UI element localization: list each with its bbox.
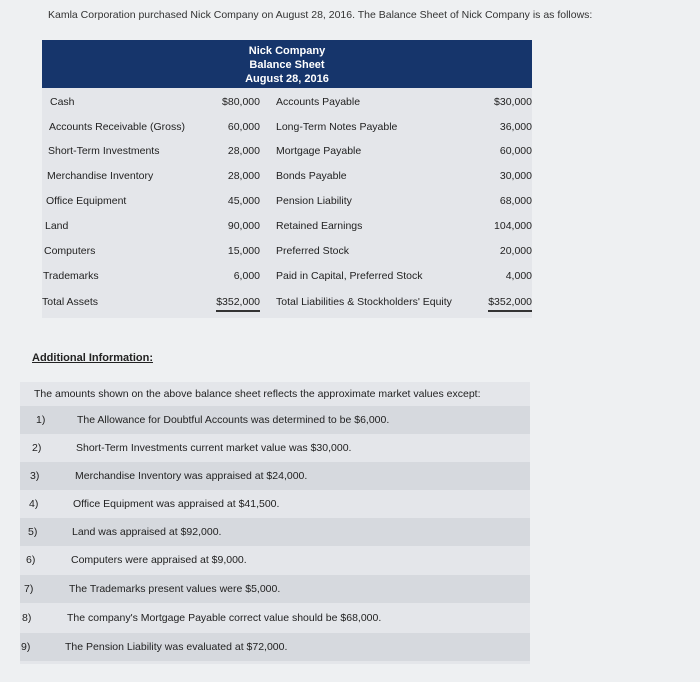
table-row [42,189,532,214]
note-number: 1) [36,414,46,426]
total-liabilities-label: Total Liabilities & Stockholders' Equity [276,296,452,308]
asset-value: 45,000 [227,195,260,207]
note-text: Merchandise Inventory was appraised at $24,000. [75,470,308,482]
additional-info-panel [20,382,530,664]
note-number: 3) [30,470,40,482]
total-assets-label: Total Assets [42,296,99,308]
table-row [42,115,532,140]
asset-label: Accounts Receivable (Gross) [49,121,185,133]
liability-label: Bonds Payable [276,170,347,182]
asset-label: Computers [44,245,96,257]
note-number: 6) [26,554,36,566]
note-item [20,490,530,518]
note-number: 7) [24,583,34,595]
note-text: Computers were appraised at $9,000. [71,554,247,566]
note-item [20,633,530,661]
additional-info-lead: The amounts shown on the above balance sheet reflects the approximate market values except: [34,388,481,400]
note-number: 4) [29,498,39,510]
liability-value: 68,000 [499,195,532,207]
liability-value: $30,000 [494,96,532,108]
note-text: The Trademarks present values were $5,000. [69,583,281,595]
liability-label: Paid in Capital, Preferred Stock [276,270,423,282]
asset-label: Short-Term Investments [48,145,160,157]
asset-label: Merchandise Inventory [47,170,154,182]
table-row [42,139,532,164]
asset-value: $80,000 [222,96,260,108]
note-item [20,518,530,546]
asset-value: 15,000 [227,245,260,257]
note-item [20,462,530,490]
liability-value: 60,000 [499,145,532,157]
balance-sheet-table [42,88,532,318]
liability-value: 36,000 [499,121,532,133]
liability-value: 4,000 [505,270,532,282]
liability-label: Preferred Stock [276,245,349,257]
note-item [20,604,530,632]
note-text: Land was appraised at $92,000. [72,526,222,538]
note-item [20,546,530,574]
asset-value: 6,000 [233,270,260,282]
note-text: Short-Term Investments current market value was $30,000. [76,442,352,454]
additional-info-title: Additional Information: [32,352,153,364]
asset-label: Office Equipment [46,195,127,207]
sheet-title: Balance Sheet [249,59,325,71]
table-row [42,90,532,115]
liability-value: 104,000 [494,220,532,232]
note-number: 2) [32,442,42,454]
note-text: Office Equipment was appraised at $41,500. [73,498,280,510]
note-item [20,406,530,434]
note-text: The company's Mortgage Payable correct value should be $68,000. [67,612,382,624]
asset-label: Cash [50,96,75,108]
asset-value: 90,000 [227,220,260,232]
asset-value: 28,000 [227,145,260,157]
note-text: The Pension Liability was evaluated at $72,000. [65,641,288,653]
table-row [42,164,532,189]
note-item [20,434,530,462]
liability-label: Mortgage Payable [276,145,362,157]
asset-value: 60,000 [227,121,260,133]
sheet-date: August 28, 2016 [245,73,329,85]
table-row [42,264,532,289]
table-row [42,239,532,264]
liability-value: 30,000 [499,170,532,182]
total-assets-value: $352,000 [216,296,260,312]
asset-label: Trademarks [43,270,99,282]
liability-label: Pension Liability [276,195,352,207]
note-number: 5) [28,526,38,538]
liability-label: Long-Term Notes Payable [276,121,398,133]
note-text: The Allowance for Doubtful Accounts was determined to be $6,000. [77,414,390,426]
liability-label: Accounts Payable [276,96,361,108]
intro-text: Kamla Corporation purchased Nick Company on August 28, 2016. The Balance Sheet of Nick Company is as follows: [48,9,593,21]
asset-value: 28,000 [227,170,260,182]
balance-sheet-header [42,40,532,88]
total-liabilities-value: $352,000 [488,296,532,312]
liability-label: Retained Earnings [276,220,363,232]
company-name: Nick Company [248,45,326,57]
note-number: 8) [22,612,32,624]
totals-row [42,290,532,315]
note-item [20,575,530,603]
liability-value: 20,000 [499,245,532,257]
note-number: 9) [21,641,31,653]
asset-label: Land [45,220,69,232]
table-row [42,214,532,239]
